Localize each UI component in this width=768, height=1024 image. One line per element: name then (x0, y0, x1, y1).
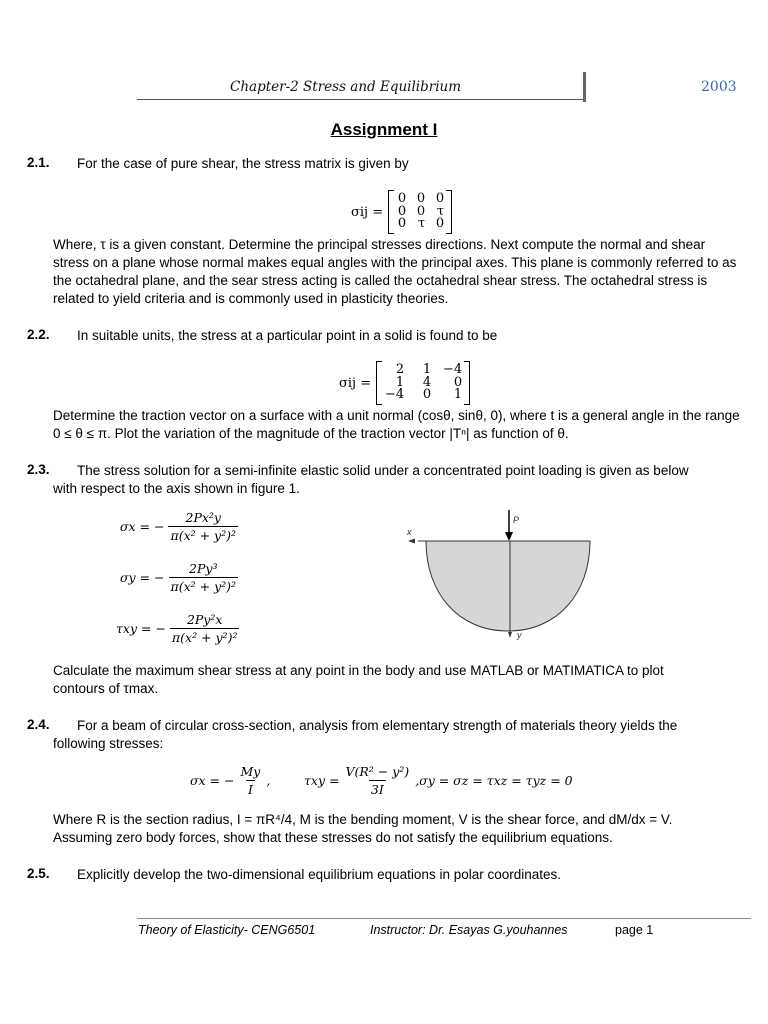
y-axis-label: y (517, 630, 522, 640)
equation-sigma-y (120, 561, 242, 594)
fraction-denominator: π(x² + y²)² (171, 630, 238, 645)
matrix-entries (382, 364, 464, 402)
equation-shear-stress (304, 764, 573, 797)
equation-lhs: σx = − (120, 519, 165, 534)
stress-matrix-2-1 (351, 190, 452, 234)
matrix-bracket-right (464, 361, 470, 405)
header-chapter-title: Chapter-2 Stress and Equilibrium (230, 79, 462, 95)
fraction-numerator: 2Px²y (185, 510, 221, 525)
problem-2-1-body: Where, τ is a given constant. Determine the principal stresses directions. Next compute the normal and shear stress on a plane whose normal makes equal angles with the principal axes. This plane is commonly referred to as the octahedral plane, and the sear stress acting is called the octahedral shear stress. The octahedral stress is related to yield criteria and is commonly used in plasticity theories. (53, 237, 737, 306)
fraction-denominator: I (247, 782, 253, 797)
problem-2-4-intro: For a beam of circular cross-section, analysis from elementary strength of materials theory yields the (77, 718, 678, 733)
matrix-cell: 0 (416, 191, 426, 207)
matrix-cell: 0 (397, 191, 407, 207)
matrix-label: σij = (339, 375, 372, 391)
load-arrow-head (505, 532, 513, 541)
matrix-cell: 1 (453, 387, 463, 403)
problem-number-2-5: 2.5. (27, 866, 50, 881)
load-label: P (513, 515, 520, 525)
matrix-bracket-right (446, 190, 452, 234)
fraction-denominator: π(x² + y²)² (170, 528, 237, 543)
matrix-entries (394, 193, 446, 231)
problem-number-2-1: 2.1. (27, 155, 50, 170)
fraction-numerator: My (240, 764, 261, 779)
matrix-cell: 4 (422, 374, 432, 390)
problem-2-5-intro: Explicitly develop the two-dimensional equilibrium equations in polar coordinates. (77, 867, 562, 882)
matrix-cell: 0 (397, 216, 407, 232)
problem-2-2-body: Determine the traction vector on a surface with a unit normal (cosθ, sinθ, 0), where t is a general angle in the range 0 ≤ θ ≤ π. Plot the variation of the magnitude of the traction vector |Tⁿ| as function of θ. (53, 408, 740, 441)
footer-page-number: page 1 (615, 923, 654, 937)
equation-fraction (238, 764, 262, 797)
equation-fraction (168, 510, 238, 543)
matrix-cell: 1 (422, 362, 432, 378)
matrix-cell: 0 (397, 203, 407, 219)
problem-number-2-3: 2.3. (27, 462, 50, 477)
problem-2-4-body-cont: Assuming zero body forces, show that these stresses do not satisfy the equilibrium equations. (53, 830, 613, 845)
problem-number-2-2: 2.2. (27, 327, 50, 342)
matrix-cell: 0 (416, 203, 426, 219)
problem-2-3-intro: The stress solution for a semi-infinite elastic solid under a concentrated point loading is given as below (77, 463, 689, 478)
matrix-cell: 2 (395, 362, 405, 378)
header-year: 2003 (701, 79, 737, 95)
matrix-cell: 0 (435, 191, 445, 207)
y-axis-arrowhead (508, 632, 512, 638)
stress-matrix-2-2 (339, 361, 470, 405)
matrix-label: σij = (351, 204, 384, 220)
equation-tail: ,σy = σz = τxz = τyz = 0 (415, 773, 573, 788)
footer-instructor: Instructor: Dr. Esayas G.youhannes (370, 923, 568, 937)
matrix-cell: 0 (453, 374, 463, 390)
problem-2-2-intro: In suitable units, the stress at a particular point in a solid is found to be (77, 328, 498, 343)
matrix-cell: 0 (422, 387, 432, 403)
matrix-cell: 0 (435, 216, 445, 232)
equation-tau-xy (116, 612, 243, 645)
fraction-numerator: 2Py³ (189, 561, 218, 576)
matrix-cell: τ (436, 203, 445, 219)
matrix-cell: −4 (384, 387, 405, 403)
equation-fraction (343, 764, 411, 797)
equation-bending-stress (190, 764, 270, 797)
equation-lhs: σx = − (190, 773, 235, 788)
problem-2-4-intro-cont: following stresses: (53, 736, 164, 751)
fraction-numerator: 2Py²x (186, 612, 223, 627)
problem-2-3-intro-cont: with respect to the axis shown in figure 1. (53, 481, 300, 496)
header-rule (137, 99, 584, 100)
problem-number-2-4: 2.4. (27, 717, 50, 732)
problem-2-1-intro: For the case of pure shear, the stress matrix is given by (77, 156, 409, 171)
matrix-cell: 1 (395, 374, 405, 390)
x-axis-label: x (407, 527, 412, 537)
matrix-cell: −4 (442, 362, 463, 378)
half-space-region (426, 541, 590, 631)
problem-2-3-body: Calculate the maximum shear stress at any point in the body and use MATLAB or MATIMATICA to plot (53, 663, 664, 678)
equation-sigma-x (120, 510, 242, 543)
equation-fraction (169, 561, 239, 594)
equation-lhs: τxy = (304, 773, 340, 788)
footer-course: Theory of Elasticity- CENG6501 (138, 923, 316, 937)
equation-lhs: τxy = − (116, 621, 166, 636)
header-divider (583, 72, 586, 102)
x-axis-arrowhead (408, 539, 415, 544)
equation-lhs: σy = − (120, 570, 165, 585)
fraction-numerator: V(R² − y²) (345, 764, 410, 779)
equation-tail: , (266, 773, 271, 788)
assignment-title: Assignment I (330, 120, 438, 139)
matrix-cell: τ (417, 216, 426, 232)
half-space-figure (398, 508, 628, 646)
fraction-denominator: π(x² + y²)² (170, 579, 237, 594)
problem-2-3-body-cont: contours of τmax. (53, 681, 159, 696)
equation-fraction (170, 612, 240, 645)
footer-rule (137, 918, 751, 919)
problem-2-4-body: Where R is the section radius, I = πR⁴/4, M is the bending moment, V is the shear force, and dM/dx = V. (53, 812, 673, 827)
fraction-denominator: 3I (370, 782, 384, 797)
